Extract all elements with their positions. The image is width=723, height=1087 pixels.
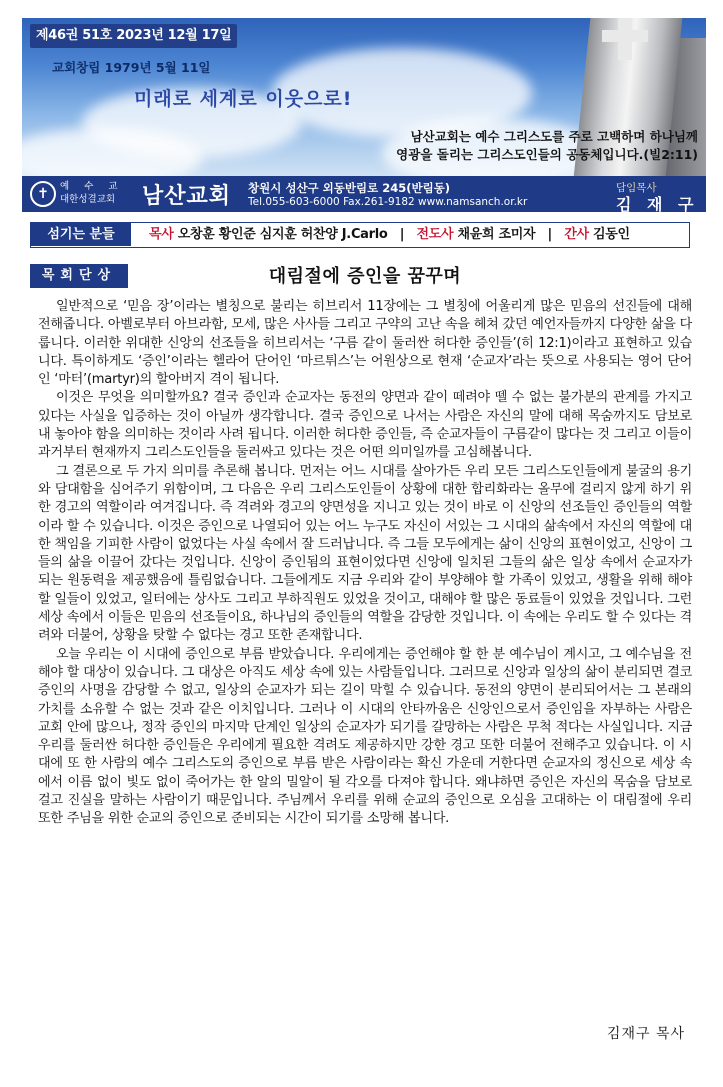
mission-statement bbox=[328, 128, 698, 164]
separator: | bbox=[547, 227, 552, 242]
evangelist-names: 채윤희 조미자 bbox=[457, 227, 536, 242]
denomination bbox=[60, 180, 124, 206]
slogan: 미래로 세계로 이웃으로! bbox=[134, 88, 353, 110]
servants-bar bbox=[30, 222, 690, 248]
deacon-role-label: 간사 bbox=[564, 227, 589, 242]
article-title: 대림절에 증인을 꿈꾸며 bbox=[268, 266, 462, 287]
deacon-names: 김동인 bbox=[592, 227, 630, 242]
servants-list bbox=[149, 223, 630, 246]
pastor-names: 오창훈 황인준 심지훈 허찬양 J.Carlo bbox=[177, 227, 388, 242]
article-body bbox=[38, 298, 692, 829]
section-label: 목회단상 bbox=[30, 264, 128, 288]
issue-badge: 제46권 51호 2023년 12월 17일 bbox=[30, 24, 237, 48]
church-logo-icon: ✝ bbox=[30, 181, 56, 207]
church-name: 남산교회 bbox=[142, 184, 232, 209]
cross-icon-bar bbox=[602, 30, 648, 42]
author-signature: 김재구 목사 bbox=[606, 1026, 685, 1042]
church-address: 창원시 성산구 외동반림로 245(반림동) bbox=[248, 181, 451, 195]
servants-label: 섬기는 분들 bbox=[31, 223, 131, 246]
article-paragraph: 오늘 우리는 이 시대에 증인으로 부름 받았습니다. 우리에게는 증언해야 할 한 분 예수님이 계시고, 그 예수님을 전해야 할 대상이 있습니다. 그 대상은 아직도 세상 속에 있는 사람들입니다. 그러므로 신앙과 일상의 삶이 분리되면 결코 증인의 사명을 감당할 수 없고, 일상의 순교자가 되는 길이 막힐 수 있습니다. 동전의 양면이 분리되어서는 그 본래의 가치를 소유할 수 없는 것과 같은 이치입니다. 그러나 이 시대의 안타까움은 신앙인으로서 증인임을 자부하는 사람은 교회 안에 많으나, 정작 증인의 마지막 단계인 일상의 순교자가 되기를 갈망하는 사람은 무척 적다는 사실입니다. 지금 우리를 둘러싼 허다한 증인들은 우리에게 필요한 격려도 제공하지만 강한 경고 또한 더불어 전해주고 있습니다. 이 시대에 또 한 사람의 예수 그리스도의 증인으로 부름 받은 사람이라는 확신 가운데 거한다면 순교자의 정신으로 세상 속에서 이름 없이 빛도 없이 죽어가는 한 알의 밀알이 될 각오를 다져야 합니다. 왜냐하면 증인은 자신의 목숨을 담보로 걸고 진실을 말하는 사람이기 때문입니다. 주님께서 우리를 위해 순교의 증인으로 오심을 고대하는 이 대림절에 우리 또한 주님을 위한 순교의 증인으로 준비되는 시간이 되기를 소망해 봅니다. bbox=[38, 646, 692, 827]
pastor-role-label: 목사 bbox=[149, 227, 174, 242]
separator: | bbox=[399, 227, 405, 242]
article-paragraph: 그 결론으로 두 가지 의미를 추론해 봅니다. 먼저는 어느 시대를 살아가든 우리 모든 그리스도인들에게 불굴의 용기와 담대함을 심어주기 위함이며, 그 다음은 우리 그리스도인들이 상황에 대한 합리화라는 올무에 걸리지 않게 하기 위한 경고의 역할이라 여겨집니다. 즉 격려와 경고의 양면성을 지니고 있는 것이 바로 이 신앙의 선조들인 증인들의 역할이라 할 수 있습니다. 이것은 증인으로 나열되어 있는 어느 누구도 자신이 서있는 그 시대의 삶속에서 자신의 역할에 대한 책임을 기피한 사람이 없었다는 사실 속에서 잘 드러납니다. 즉 그들 모두에게는 삶이 신앙의 표현이었고, 신앙이 그들의 삶을 이끌어 갔다는 것입니다. 신앙이 증인됨의 표현이었다면 신앙에 일치된 그들의 삶은 일상 속에서 순교자가 되는 원동력을 제공했음에 틀림없습니다. 그들에게도 지금 우리와 같이 부양해야 할 가족이 있었고, 생활을 위해 해야 할 일들이 있었고, 일터에는 상사도 그리고 부하직원도 있었을 것이고, 대해야 할 많은 동료들이 있었을 것입니다. 그런 세상 속에서 이들은 믿음의 선조들이요, 하나님의 증인들의 역할을 감당한 것입니다. 이 속에는 우리도 할 수 있다는 격려와 더불어, 상황을 탓할 수 없다는 경고 또한 존재합니다. bbox=[38, 463, 692, 644]
header-banner bbox=[22, 18, 706, 176]
mission-line-1: 남산교회는 예수 그리스도를 주로 고백하며 하나님께 bbox=[410, 129, 698, 144]
mission-line-2: 영광을 돌리는 그리스도인들의 공동체입니다.(빌2:11) bbox=[396, 147, 698, 162]
founded-date: 교회창립 1979년 5월 11일 bbox=[52, 60, 211, 75]
church-info-bar bbox=[22, 176, 706, 212]
denomination-top: 예 수 교 bbox=[60, 181, 124, 192]
senior-pastor-name: 김 재 구 bbox=[616, 195, 699, 214]
article-paragraph: 일반적으로 ‘믿음 장’이라는 별칭으로 불리는 히브리서 11장에는 그 별칭에 어울리게 많은 믿음의 선진들에 대해 전해줍니다. 아벨로부터 아브라함, 모세, 많은 사사들 그리고 구약의 고난 속을 헤쳐 갔던 예언자들까지 다양한 삶을 다룹니다. 이러한 위대한 신앙의 선조들을 히브리서는 ‘구름 같이 둘러싼 허다한 증인들’(히 12:1)이라고 표현하고 있습니다. 특이하게도 ‘증인’이라는 헬라어 단어인 ‘마르튀스’는 어원상으로 현재 ‘순교자’라는 뜻으로 사용되는 영어 단어인 ‘마터’(martyr)의 할아버지 격이 됩니다. bbox=[38, 299, 692, 388]
article-paragraph: 이것은 무엇을 의미할까요? 결국 증인과 순교자는 동전의 양면과 같이 떼려야 뗄 수 없는 불가분의 관계를 가지고 있다는 사실을 입증하는 것이 아닐까 생각합니다. 결국 증인으로 나서는 사람은 자신의 말에 대해 목숨까지도 담보로 내 놓아야 함을 의미하는 것이라 사려 됩니다. 이러한 허다한 증인들, 즉 순교자들이 구름같이 많다는 것 그리고 이들이 과거부터 현재까지 그리스도인들을 둘러싸고 있다는 것은 어떤 의미일까를 고심해봅니다. bbox=[38, 390, 692, 461]
church-contact[interactable]: Tel.055-603-6000 Fax.261-9182 www.namsanch.or.kr bbox=[248, 196, 528, 208]
denomination-bottom: 대한성결교회 bbox=[60, 194, 116, 205]
senior-pastor-label: 담임목사 bbox=[616, 182, 657, 194]
evangelist-role-label: 전도사 bbox=[416, 227, 454, 242]
